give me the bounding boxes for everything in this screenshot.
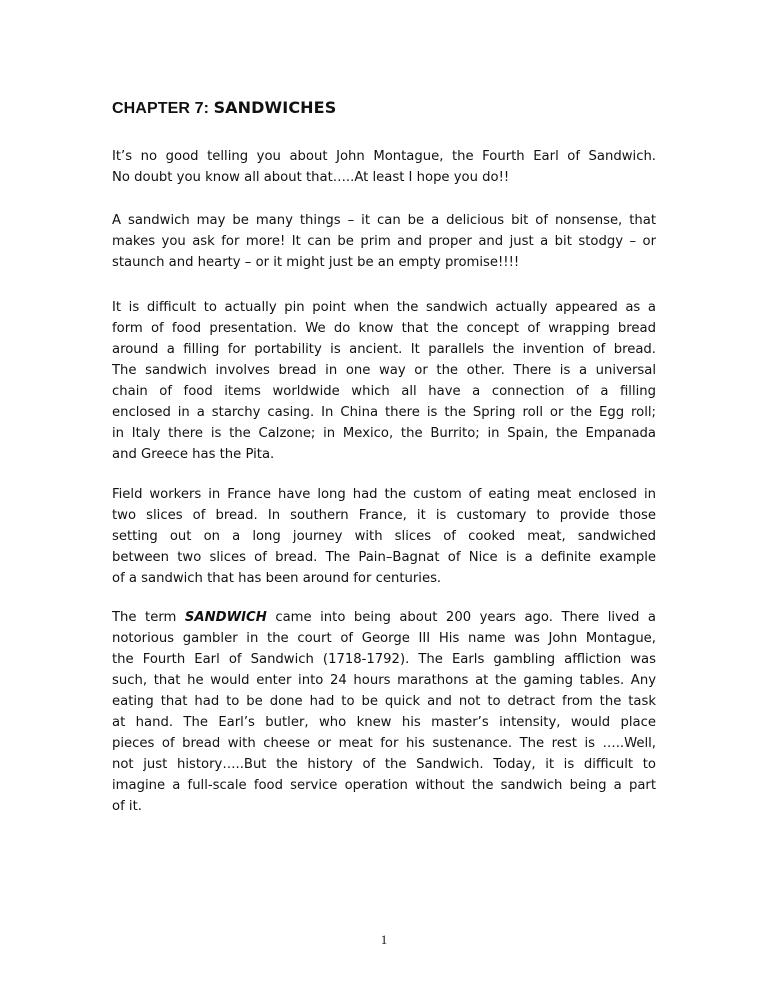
text-fragment: came into being about 200 years ago. There lived a bbox=[266, 610, 657, 625]
text-fragment: The term bbox=[112, 610, 185, 625]
text-line: of it. bbox=[112, 799, 142, 814]
text-line: between two slices of bread. The Pain–Bagnat of Nice is a definite example bbox=[112, 550, 656, 565]
text-line: pieces of bread with cheese or meat for his sustenance. The rest is …..Well, bbox=[112, 736, 656, 751]
text-line: in Italy there is the Calzone; in Mexico, the Burrito; in Spain, the Empanada bbox=[112, 426, 656, 441]
chapter-title: SANDWICHES bbox=[213, 98, 337, 117]
text-line: setting out on a long journey with slices of cooked meat, sandwiched bbox=[112, 529, 656, 544]
text-line: eating that had to be done had to be quick and not to detract from the task bbox=[112, 694, 656, 709]
text-line: two slices of bread. In southern France, it is customary to provide those bbox=[112, 508, 656, 523]
text-line bbox=[112, 607, 656, 628]
chapter-heading bbox=[112, 94, 336, 123]
text-line: The sandwich involves bread in one way or the other. There is a universal bbox=[112, 363, 656, 378]
text-line: chain of food items worldwide which all have a connection of a filling bbox=[112, 384, 656, 399]
chapter-label: CHAPTER 7: bbox=[112, 100, 214, 117]
paragraph-2 bbox=[112, 210, 656, 273]
text-line: imagine a full-scale food service operation without the sandwich being a part bbox=[112, 778, 656, 793]
text-line: not just history…..But the history of the Sandwich. Today, it is difficult to bbox=[112, 757, 656, 772]
paragraph-3 bbox=[112, 297, 656, 465]
text-line: form of food presentation. We do know that the concept of wrapping bread bbox=[112, 321, 656, 336]
paragraph-5 bbox=[112, 607, 656, 817]
text-line: notorious gambler in the court of George III His name was John Montague, bbox=[112, 631, 656, 646]
paragraph-1 bbox=[112, 146, 656, 188]
text-line: at hand. The Earl’s butler, who knew his master’s intensity, would place bbox=[112, 715, 656, 730]
text-line: of a sandwich that has been around for centuries. bbox=[112, 571, 442, 586]
text-line: A sandwich may be many things – it can be a delicious bit of nonsense, that bbox=[112, 213, 656, 228]
text-line: around a filling for portability is ancient. It parallels the invention of bread. bbox=[112, 342, 656, 357]
text-line: It’s no good telling you about John Montague, the Fourth Earl of Sandwich. bbox=[112, 149, 656, 164]
text-line: It is difficult to actually pin point when the sandwich actually appeared as a bbox=[112, 300, 656, 315]
text-line: the Fourth Earl of Sandwich (1718-1792). The Earls gambling affliction was bbox=[112, 652, 656, 667]
page-number: 1 bbox=[380, 932, 388, 947]
emphasized-term: SANDWICH bbox=[184, 610, 267, 625]
text-line: Field workers in France have long had the custom of eating meat enclosed in bbox=[112, 487, 656, 502]
text-line: staunch and hearty – or it might just be an empty promise!!!! bbox=[112, 255, 520, 270]
paragraph-4 bbox=[112, 484, 656, 589]
text-line: enclosed in a starchy casing. In China there is the Spring roll or the Egg roll; bbox=[112, 405, 656, 420]
text-line: such, that he would enter into 24 hours marathons at the gaming tables. Any bbox=[112, 673, 656, 688]
text-line: and Greece has the Pita. bbox=[112, 447, 275, 462]
text-line: No doubt you know all about that…..At least I hope you do!! bbox=[112, 170, 510, 185]
text-line: makes you ask for more! It can be prim and proper and just a bit stodgy – or bbox=[112, 234, 656, 249]
